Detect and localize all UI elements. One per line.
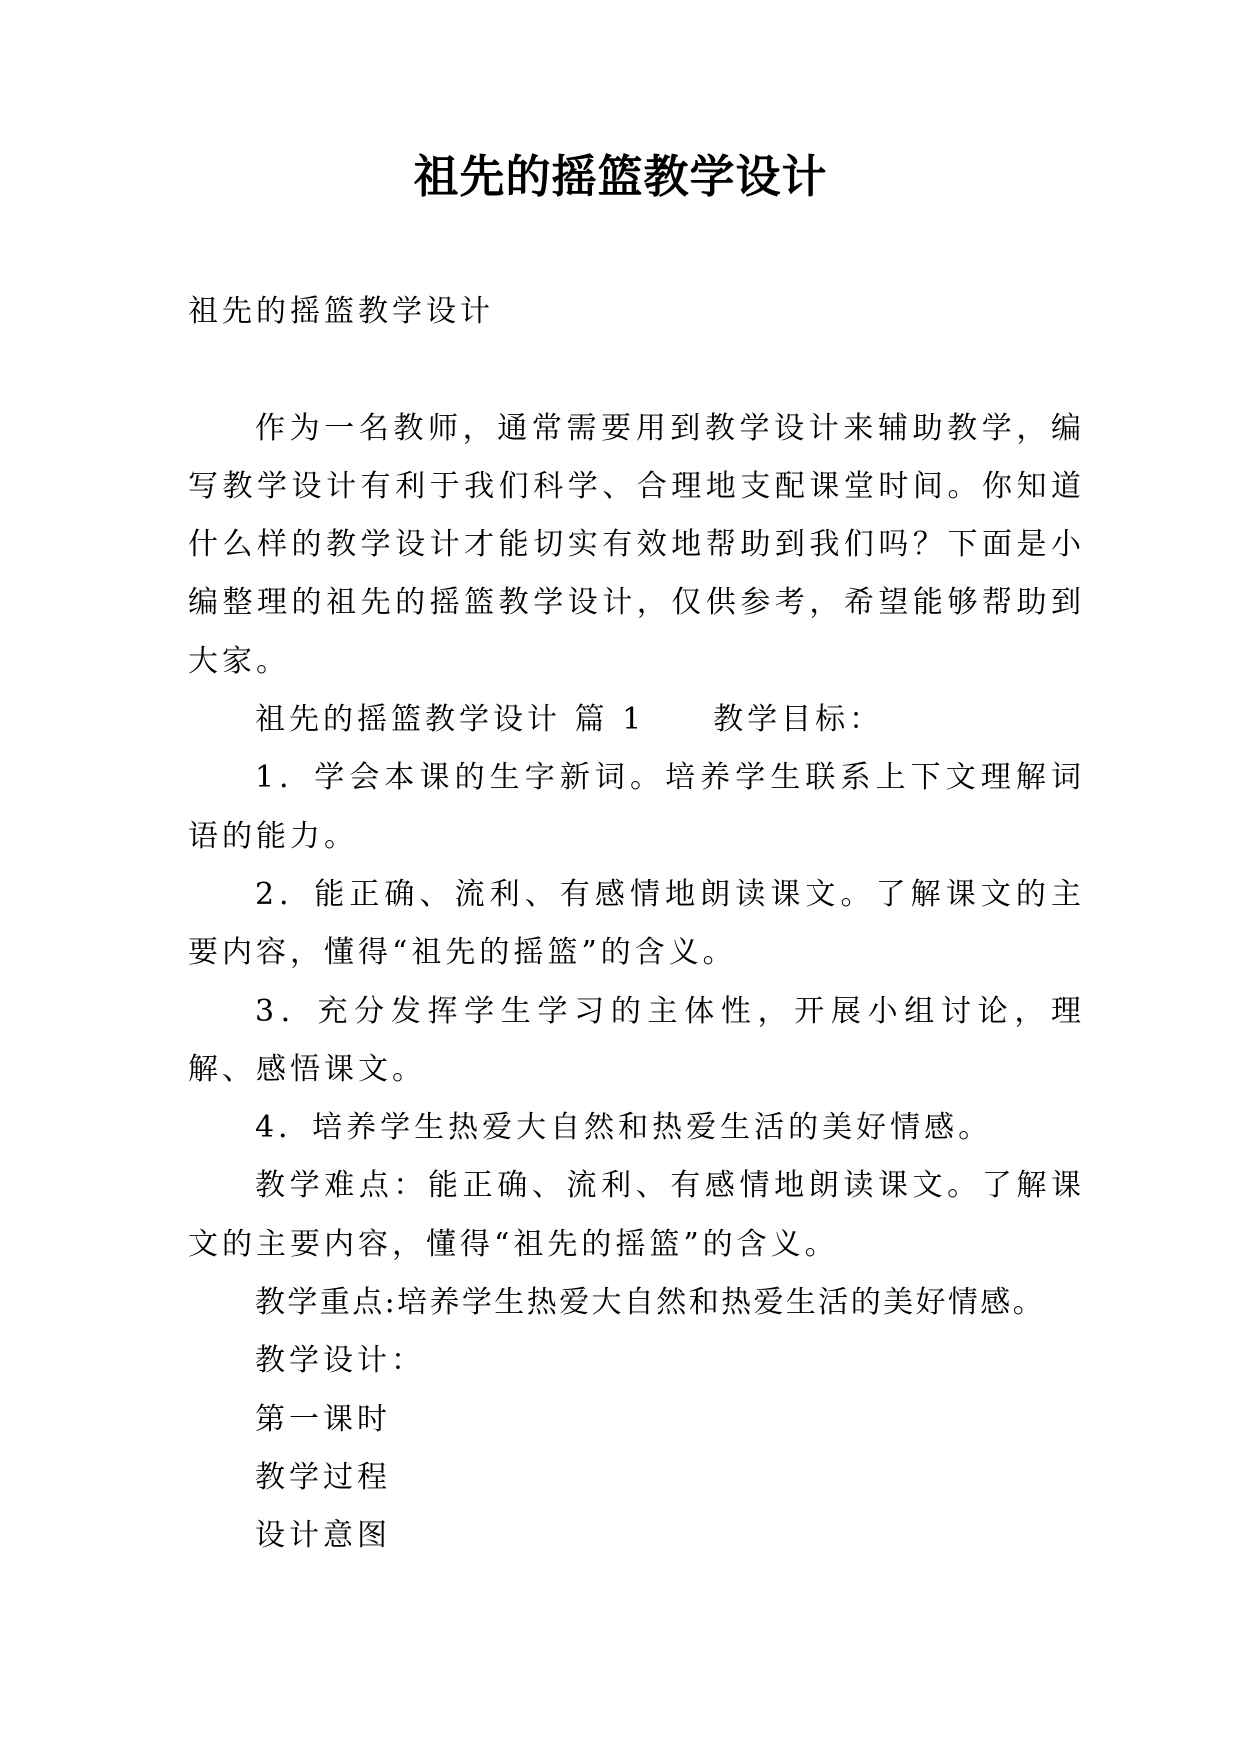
paragraph: 第一课时 xyxy=(255,1401,391,1437)
paragraph: 3．充分发挥学生学习的主体性，开展小组讨论，理解、感悟课文。 xyxy=(188,993,1085,1087)
paragraph: 设计意图 xyxy=(255,1518,391,1554)
paragraph: 作为一名教师，通常需要用到教学设计来辅助教学，编写教学设计有利于我们科学、合理地支配课堂时间。你知道什么样的教学设计才能切实有效地帮助到我们吗？下面是小编整理的祖先的摇篮教学设计，仅供参考，希望能够帮助到大家。 xyxy=(188,410,1085,679)
document-body xyxy=(188,283,1085,1566)
paragraph: 1．学会本课的生字新词。培养学生联系上下文理解词语的能力。 xyxy=(188,760,1085,854)
paragraph-list xyxy=(188,400,1085,1566)
document-subtitle: 祖先的摇篮教学设计 xyxy=(188,294,494,329)
paragraph: 2．能正确、流利、有感情地朗读课文。了解课文的主要内容，懂得“祖先的摇篮”的含义。 xyxy=(188,876,1085,971)
paragraph: 4．培养学生热爱大自然和热爱生活的美好情感。 xyxy=(255,1110,993,1146)
document-title: 祖先的摇篮教学设计 xyxy=(413,150,828,203)
paragraph: 教学难点：能正确、流利、有感情地朗读课文。了解课文的主要内容，懂得“祖先的摇篮”的含义。 xyxy=(188,1168,1085,1262)
paragraph: 祖先的摇篮教学设计 篇 1 教学目标： xyxy=(255,702,884,738)
paragraph: 教学设计： xyxy=(255,1343,425,1379)
paragraph: 教学过程 xyxy=(255,1459,391,1495)
paragraph: 教学重点:培养学生热爱大自然和热爱生活的美好情感。 xyxy=(255,1285,1046,1321)
